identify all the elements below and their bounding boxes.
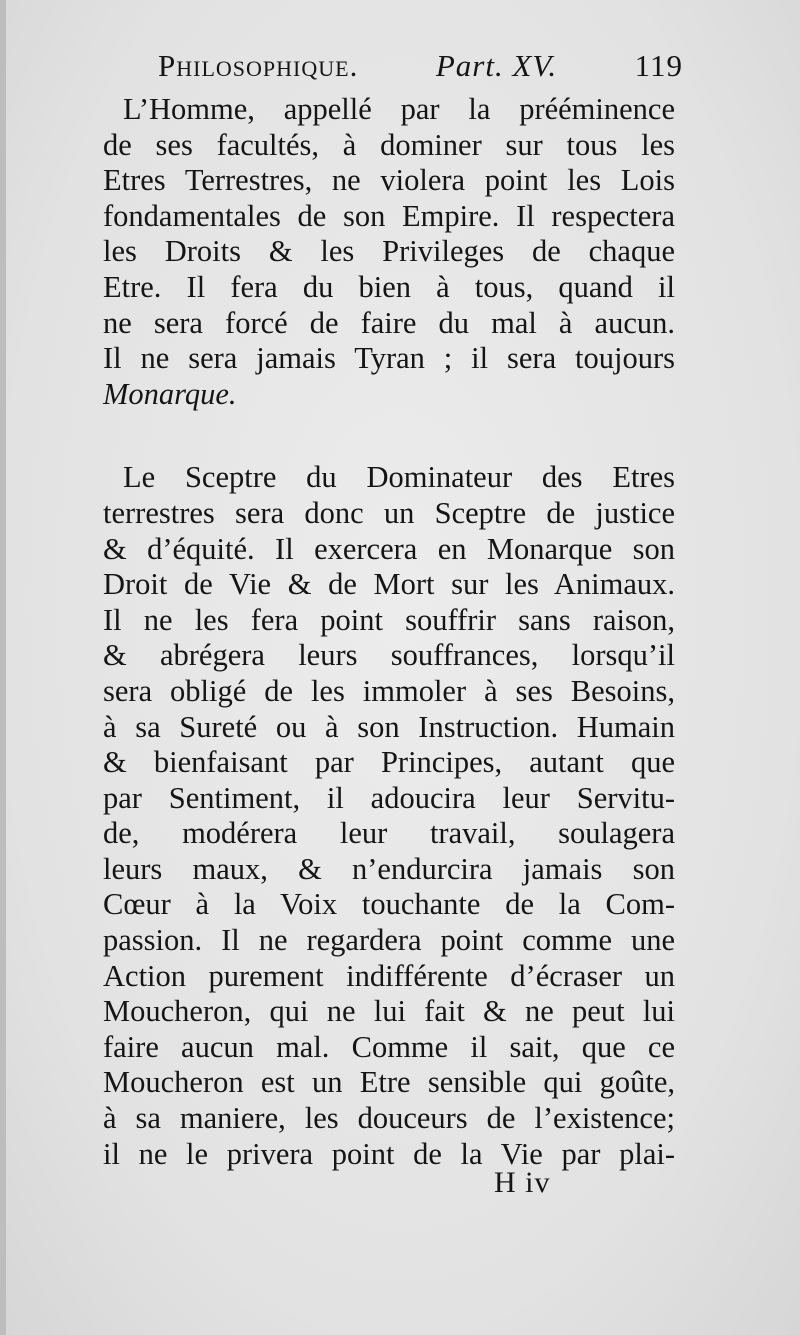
text-line: de, modérera leur travail, soulagera — [103, 816, 675, 851]
text-line: il ne le privera point de la Vie par plai- — [103, 1136, 675, 1171]
text-line: passion. Il ne regardera point comme une — [103, 923, 675, 958]
text-line: & d’équité. Il exercera en Monarque son — [103, 531, 675, 566]
text-line: sera obligé de les immoler à ses Besoins, — [103, 673, 675, 708]
text-line: Moucheron est un Etre sensible qui goûte, — [103, 1065, 675, 1100]
paragraph-2 — [103, 460, 675, 1172]
text-line: L’Homme, appellé par la prééminence — [123, 92, 675, 126]
text-line: ne sera forcé de faire du mal à aucun. — [103, 305, 675, 340]
paragraph-gap — [103, 412, 675, 460]
text-line: Moucheron, qui ne lui fait & ne peut lui — [103, 994, 675, 1029]
text-line: par Sentiment, il adoucira leur Servitu- — [103, 780, 675, 815]
text-line: leurs maux, & n’endurcira jamais son — [103, 851, 675, 886]
page-number: 119 — [634, 48, 683, 83]
text-line: & bienfaisant par Principes, autant que — [103, 745, 675, 780]
text-line: Cœur à la Voix touchante de la Com- — [103, 887, 675, 922]
text-line: Etre. Il fera du bien à tous, quand il — [103, 269, 675, 304]
part-number: Part. XV. — [435, 48, 558, 83]
paragraph-1 — [103, 92, 675, 412]
text-line: Monarque. — [103, 376, 237, 411]
text-line: Le Sceptre du Dominateur des Etres — [123, 460, 675, 495]
text-line: Il ne les fera point souffrir sans raison, — [103, 602, 675, 637]
text-line: les Droits & les Privileges de chaque — [103, 234, 675, 269]
text-line: à sa maniere, les douceurs de l’existence; — [103, 1101, 675, 1136]
text-line: Action purement indifférente d’écraser un — [103, 958, 675, 993]
text-line: Droit de Vie & de Mort sur les Animaux. — [103, 567, 675, 602]
body-text — [103, 92, 675, 1172]
page-edge — [0, 0, 6, 1335]
text-line: Il ne sera jamais Tyran ; il sera toujours — [103, 341, 675, 376]
text-line: Etres Terrestres, ne violera point les Lois — [103, 163, 675, 198]
text-line: & abrégera leurs souffrances, lorsqu’il — [103, 638, 675, 673]
text-line: fondamentales de son Empire. Il respectera — [103, 198, 675, 233]
running-title: Philosophique. — [158, 48, 359, 83]
text-line: faire aucun mal. Comme il sait, que ce — [103, 1029, 675, 1064]
text-line: à sa Sureté ou à son Instruction. Humain — [103, 709, 675, 744]
running-header — [158, 48, 683, 92]
text-line: terrestres sera donc un Sceptre de justice — [103, 495, 675, 530]
signature-mark: H iv — [494, 1166, 551, 1199]
text-line: de ses facultés, à dominer sur tous les — [103, 127, 675, 162]
